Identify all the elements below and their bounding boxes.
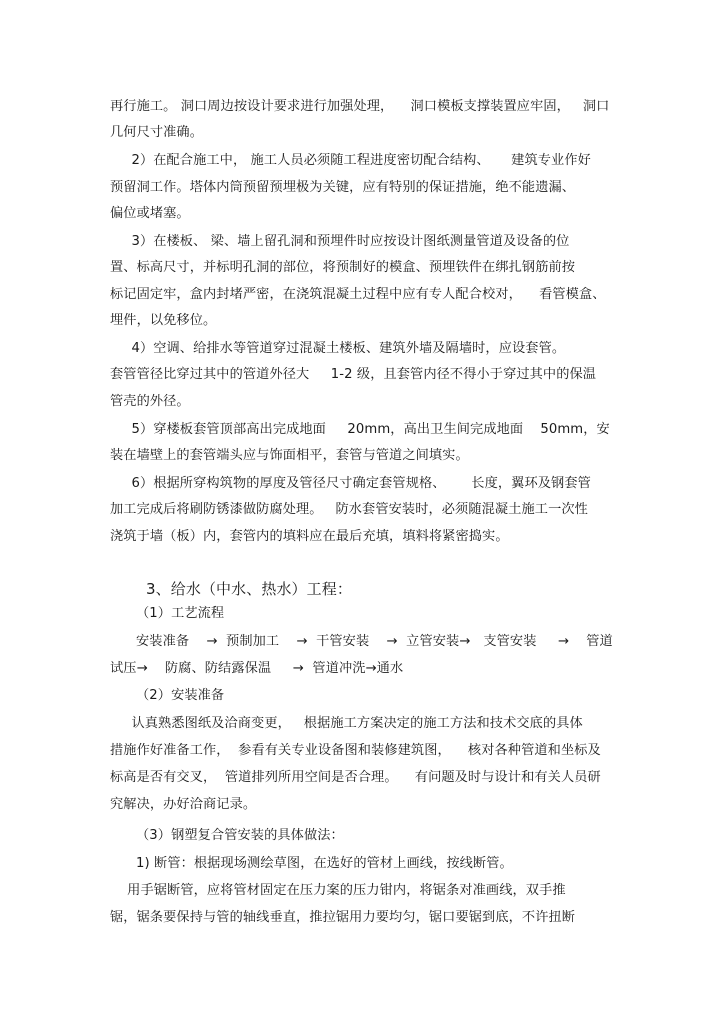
process-flow-line: 试压→ 防腐、防结露保温 → 管道冲洗→通水 (110, 661, 404, 676)
paragraph-line: 加工完成后将刷防锈漆做防腐处理。 防水套管安装时，必须随混凝土施工一次性 (110, 502, 588, 517)
paragraph-line: 套管管径比穿过其中的管道外径大 1-2 级，且套管内径不得小于穿过其中的保温 (110, 367, 597, 382)
paragraph-line: 1) 断管：根据现场测绘草图，在选好的管材上画线，按线断管。 (136, 856, 513, 871)
paragraph-line: 措施作好准备工作， 参看有关专业设备图和装修建筑图， 核对各种管道和坐标及 (110, 743, 601, 758)
paragraph-line: 预留洞工作。塔体内筒预留预埋极为关键，应有特别的保证措施，绝不能遗漏、 (110, 180, 576, 195)
paragraph-line: 偏位或堵塞。 (110, 206, 190, 221)
process-flow-line: 安装准备 → 预制加工 → 干管安装 → 立管安装→ 支管安装 → 管道 (136, 634, 613, 649)
subsection-title: （2）安装准备 (136, 688, 225, 703)
paragraph-line: 装在墙壁上的套管端头应与饰面相平，套管与管道之间填实。 (110, 448, 469, 463)
paragraph-line: 再行施工。 洞口周边按设计要求进行加强处理， 洞口模板支撑装置应牢固， 洞口 (110, 99, 610, 114)
paragraph-line: 管壳的外径。 (110, 394, 190, 409)
paragraph-line: 4）空调、给排水等管道穿过混凝土楼板、建筑外墙及隔墙时，应设套管。 (110, 341, 566, 356)
paragraph-line: 5）穿楼板套管顶部高出完成地面 20mm，高出卫生间完成地面 50mm，安 (110, 422, 610, 437)
paragraph-line: 认真熟悉图纸及洽商变更， 根据施工方案决定的施工方法和技术交底的具体 (110, 716, 583, 731)
paragraph-line: 用手锯断管，应将管材固定在压力案的压力钳内，将锯条对准画线，双手推 (110, 883, 566, 898)
paragraph-line: 究解决，办好洽商记录。 (110, 797, 257, 812)
paragraph-line: 3）在楼板、 梁、墙上留孔洞和预埋件时应按设计图纸测量管道及设备的位 (110, 234, 570, 249)
paragraph-line: 标记固定牢，盒内封堵严密，在浇筑混凝土过程中应有专人配合校对， 看管模盒、 (110, 287, 606, 302)
paragraph-line: 几何尺寸准确。 (110, 125, 204, 140)
section-heading: 3、给水（中水、热水）工程： (146, 580, 352, 598)
subsection-title: （1）工艺流程 (136, 606, 225, 621)
paragraph-line: 埋件，以免移位。 (110, 313, 217, 328)
paragraph-line: 浇筑于墙（板）内，套管内的填料应在最后充填，填料将紧密捣实。 (110, 529, 509, 544)
paragraph-line: 标高是否有交叉， 管道排列所用空间是否合理。 有问题及时与设计和有关人员研 (110, 770, 601, 785)
paragraph-line: 置、标高尺寸，并标明孔洞的部位，将预制好的模盒、预埋铁件在绑扎钢筋前按 (110, 260, 576, 275)
paragraph-line: 6）根据所穿构筑物的厚度及管径尺寸确定套管规格、 长度，翼环及钢套管 (110, 476, 591, 491)
subsection-title: （3）钢塑复合管安装的具体做法： (136, 828, 344, 843)
paragraph-line: 2）在配合施工中， 施工人员必须随工程进度密切配合结构、 建筑专业作好 (110, 153, 591, 168)
paragraph-line: 锯，锯条要保持与管的轴线垂直，推拉锯用力要均匀，锯口要锯到底，不许扭断 (110, 910, 576, 925)
